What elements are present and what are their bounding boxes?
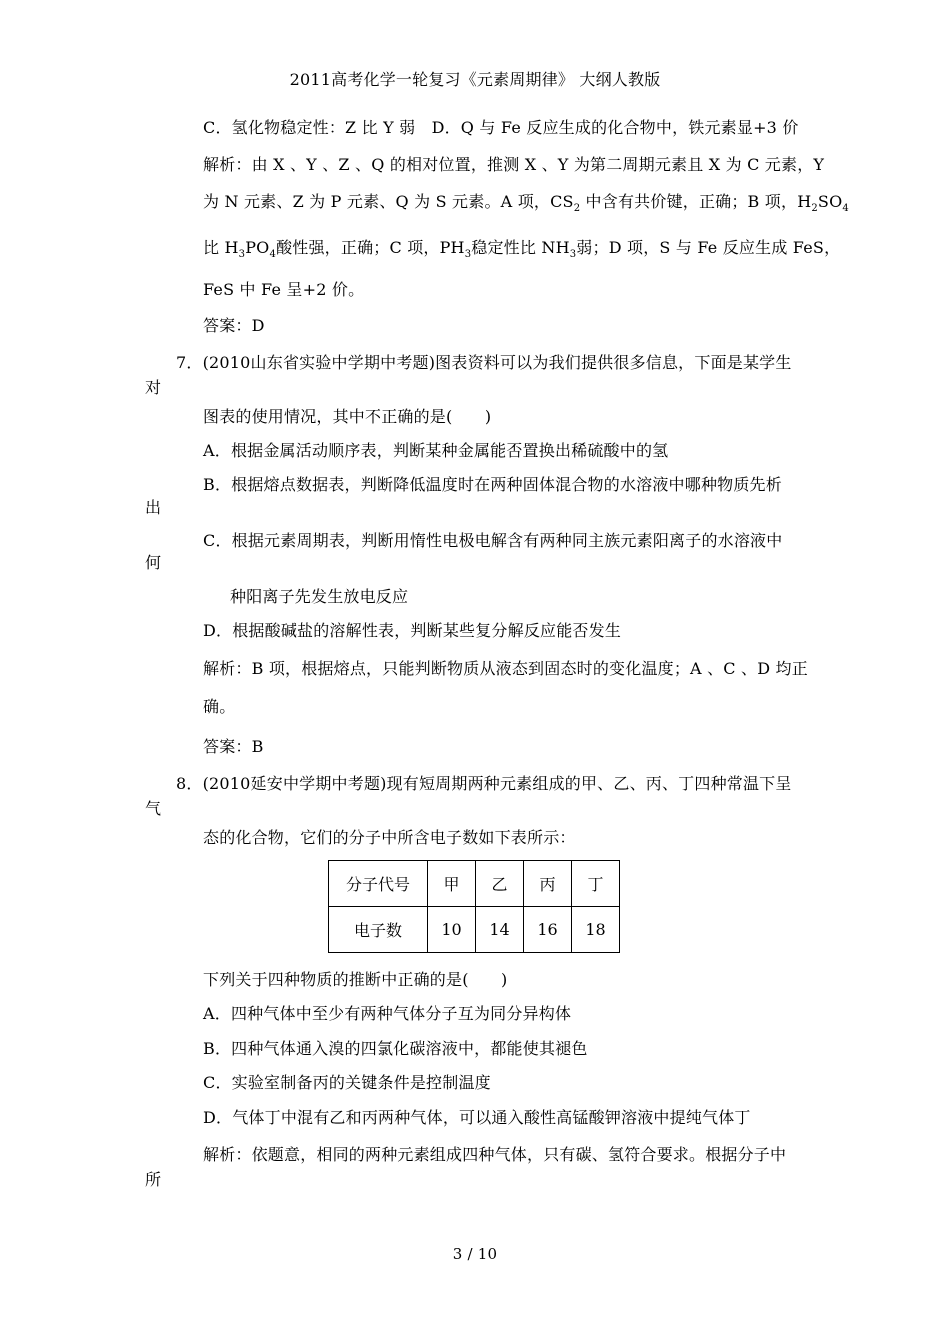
electron-count-table — [328, 860, 620, 953]
table-header-cell: 丙 — [524, 861, 572, 907]
q7-option-c: C．根据元素周期表，判断用惰性电极电解含有两种同主族元素阳离子的水溶液中 — [203, 531, 783, 550]
page-header: 2011高考化学一轮复习《元素周期律》 大纲人教版 — [289, 70, 661, 89]
table-header-cell: 乙 — [476, 861, 524, 907]
table-cell: 18 — [572, 907, 620, 953]
q7-stem-wrap: 对 — [145, 378, 162, 397]
q7-option-b-wrap: 出 — [145, 498, 162, 517]
table-header-cell: 丁 — [572, 861, 620, 907]
q7-analysis-line-2: 确。 — [203, 697, 236, 716]
q7-answer: 答案：B — [203, 737, 264, 756]
q7-analysis-line-1: 解析：B 项，根据熔点，只能判断物质从液态到固态时的变化温度；A 、C 、D 均正 — [203, 659, 808, 678]
table-cell: 16 — [524, 907, 572, 953]
table-header-cell: 分子代号 — [329, 861, 428, 907]
q8-option-a: A．四种气体中至少有两种气体分子互为同分异构体 — [203, 1004, 572, 1023]
q6-analysis-line-2: 为 N 元素、Z 为 P 元素、Q 为 S 元素。A 项，$CS_2$ 中含有共价键，正确；B 项，$H_2SO_4$ — [203, 192, 849, 214]
q6-analysis-line-3: 比 $H_3PO_4$酸性强，正确；C 项，$PH_3$稳定性比 $NH_3$弱；D 项，S 与 Fe 反应生成 FeS， — [203, 238, 841, 260]
q6-analysis-line-4: FeS 中 Fe 呈+2 价。 — [203, 280, 365, 299]
q8-stem-line-2: 态的化合物，它们的分子中所含电子数如下表所示： — [203, 828, 576, 847]
q7-stem-line-2: 图表的使用情况，其中不正确的是( ) — [203, 407, 492, 426]
q8-option-d: D．气体丁中混有乙和丙两种气体，可以通入酸性高锰酸钾溶液中提纯气体丁 — [203, 1108, 751, 1127]
q6-analysis-line-1: 解析：由 X 、Y 、Z 、Q 的相对位置，推测 X 、Y 为第二周期元素且 X 为 C 元素，Y — [203, 155, 825, 174]
q8-analysis-line-1: 解析：依题意，相同的两种元素组成四种气体，只有碳、氢符合要求。根据分子中 — [203, 1145, 787, 1164]
table-row — [329, 907, 620, 953]
q8-stem-wrap: 气 — [145, 799, 162, 818]
q8-option-b: B．四种气体通入溴的四氯化碳溶液中，都能使其褪色 — [203, 1039, 588, 1058]
q7-option-b: B．根据熔点数据表，判断降低温度时在两种固体混合物的水溶液中哪种物质先析 — [203, 475, 782, 494]
q8-stem-line-1: 8．(2010延安中学期中考题)现有短周期两种元素组成的甲、乙、丙、丁四种常温下呈 — [176, 774, 792, 793]
q6-options-c-d: C．氢化物稳定性：Z 比 Y 弱 D．Q 与 Fe 反应生成的化合物中，铁元素显+3 价 — [203, 118, 799, 137]
table-header-cell: 甲 — [428, 861, 476, 907]
q7-stem-line-1: 7．(2010山东省实验中学期中考题)图表资料可以为我们提供很多信息，下面是某学生 — [176, 353, 792, 372]
table-cell: 10 — [428, 907, 476, 953]
q8-analysis-wrap: 所 — [145, 1170, 162, 1189]
q7-option-d: D．根据酸碱盐的溶解性表，判断某些复分解反应能否发生 — [203, 621, 622, 640]
q8-question: 下列关于四种物质的推断中正确的是( ) — [203, 970, 508, 989]
page-number: 3 / 10 — [452, 1245, 498, 1263]
q7-option-c-wrap: 何 — [145, 553, 162, 572]
q7-option-a: A．根据金属活动顺序表，判断某种金属能否置换出稀硫酸中的氢 — [203, 441, 669, 460]
table-cell: 电子数 — [329, 907, 428, 953]
q6-answer: 答案：D — [203, 316, 265, 335]
table-header-row — [329, 861, 620, 907]
q8-option-c: C．实验室制备丙的关键条件是控制温度 — [203, 1073, 491, 1092]
table-cell: 14 — [476, 907, 524, 953]
q7-option-c-cont: 种阳离子先发生放电反应 — [230, 587, 409, 606]
